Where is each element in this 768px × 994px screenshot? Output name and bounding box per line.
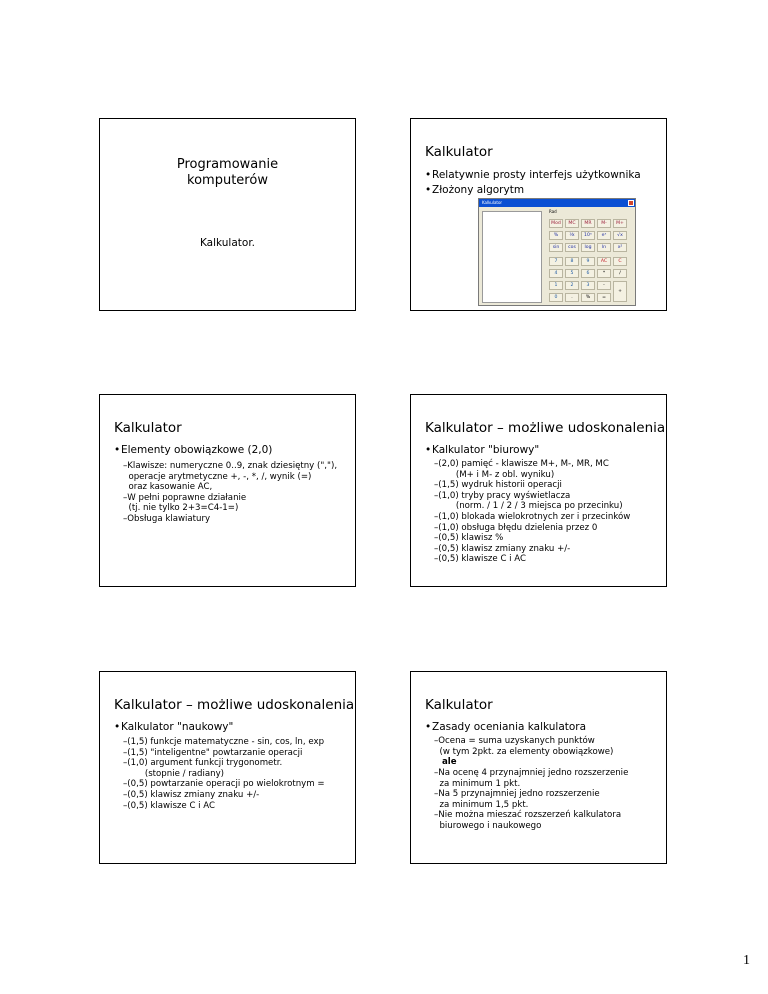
slide-4-title: Kalkulator – możliwe udoskonalenia [425, 420, 666, 436]
slide-2-title: Kalkulator [425, 144, 493, 160]
calc-btn-exp: eˣ [597, 231, 611, 240]
calc-btn-sqrt: √x [613, 231, 627, 240]
calc-btn-4: 4 [549, 269, 563, 278]
calc-btn-1: 1 [549, 281, 563, 290]
page-number: 1 [743, 953, 750, 968]
slide-6-subitems-a: –Ocena = suma uzyskanych punktów (w tym 2pkt. za elementy obowiązkowe) [434, 736, 614, 757]
calc-btn-m-minus: M- [597, 219, 611, 228]
calculator-window-title: Kalkulator [482, 200, 503, 205]
slide-3-title: Kalkulator [114, 420, 182, 436]
close-icon [628, 200, 634, 206]
calc-btn-6: 6 [581, 269, 595, 278]
calc-btn-reciprocal: ⅟x [565, 231, 579, 240]
slide-5-subitems: –(1,5) funkcje matematyczne - sin, cos, ln, exp –(1,5) "inteligentne" powtarzanie operacji –(1,0) argument funkcji trygonometr. (stopnie / radiany) –(0,5) powtarzanie operacji po wielokrotnym = –(0,5) klawisz zmiany znaku +/- –(0,5) klawisze C i AC [123, 737, 325, 811]
calc-btn-percent: % [581, 293, 595, 302]
calc-btn-square: x² [613, 243, 627, 252]
slide-3-bullet: •Elementy obowiązkowe (2,0) [114, 444, 273, 456]
radians-label: Rad [549, 209, 557, 214]
slide-1-subtitle: Kalkulator. [199, 237, 256, 249]
slide-4-bullet: •Kalkulator "biurowy" [425, 444, 540, 456]
slide-2-bullet-2: •Złożony algorytm [425, 184, 525, 196]
slide-5-title: Kalkulator – możliwe udoskonalenia [114, 697, 355, 713]
calculator-display [482, 211, 542, 303]
calc-btn-multiply: * [597, 269, 611, 278]
slide-1-title: Programowanie komputerów [176, 157, 279, 188]
calc-btn-c: C [613, 257, 627, 266]
slide-1 [99, 118, 356, 311]
slide-6-title: Kalkulator [425, 697, 493, 713]
calc-btn-equals: = [597, 293, 611, 302]
calc-btn-9: 9 [581, 257, 595, 266]
calc-btn-percent-fn: % [549, 231, 563, 240]
slide-3 [99, 394, 356, 587]
slide-6-bullet: •Zasady oceniania kalkulatora [425, 721, 587, 733]
slide-6 [410, 671, 667, 864]
calculator-titlebar [479, 199, 635, 207]
slide-6-subitems-b: –Na ocenę 4 przynajmniej jedno rozszerzenie za minimum 1 pkt. –Na 5 przynajmniej jedno rozszerzenie za minimum 1,5 pkt. –Nie można mieszać rozszerzeń kalkulatora biurowego i naukowego [434, 768, 629, 831]
calc-btn-7: 7 [549, 257, 563, 266]
calc-btn-8: 8 [565, 257, 579, 266]
slide-5 [99, 671, 356, 864]
calculator-screenshot [478, 198, 636, 306]
calc-btn-log: log [581, 243, 595, 252]
slide-4-subitems: –(2,0) pamięć - klawisze M+, M-, MR, MC (M+ i M- z obl. wyniku) –(1,5) wydruk historii operacji –(1,0) tryby pracy wyświetlacza (norm. / 1 / 2 / 3 miejsca po przecinku) –(1,0) blokada wielokrotnych zer i przecinków –(1,0) obsługa błędu dzielenia przez 0 –(0,5) klawisz % –(0,5) klawisz zmiany znaku +/- –(0,5) klawisze C i AC [434, 459, 631, 565]
calc-btn-mr: MR [581, 219, 595, 228]
slide-4 [410, 394, 667, 587]
slide-3-subitems: –Klawisze: numeryczne 0..9, znak dziesiętny (","), operacje arytmetyczne +, -, *, /, wynik (=) oraz kasowanie AC, –W pełni poprawne działanie (tj. nie tylko 2+3=C4-1=) –Obsługa klawiatury [123, 461, 338, 524]
calc-btn-m-plus: M+ [613, 219, 627, 228]
calc-btn-pow10: 10ˣ [581, 231, 595, 240]
calc-btn-decimal: . [565, 293, 579, 302]
calc-btn-3: 3 [581, 281, 595, 290]
calc-btn-2: 2 [565, 281, 579, 290]
slide-5-bullet: •Kalkulator "naukowy" [114, 721, 234, 733]
calc-btn-0: 0 [549, 293, 563, 302]
slide-6-bold-ale: ale [442, 757, 457, 767]
slide-2-bullet-1: •Relatywnie prosty interfejs użytkownika [425, 169, 641, 181]
calc-btn-ac: AC [597, 257, 611, 266]
calc-btn-cos: cos [565, 243, 579, 252]
calc-btn-5: 5 [565, 269, 579, 278]
slide-2 [410, 118, 667, 311]
calc-btn-mc: MC [565, 219, 579, 228]
calc-btn-plus: + [613, 281, 627, 302]
calc-btn-sin: sin [549, 243, 563, 252]
calc-btn-divide: / [613, 269, 627, 278]
calc-btn-mod: Mod [549, 219, 563, 228]
calc-btn-minus: - [597, 281, 611, 290]
calc-btn-ln: ln [597, 243, 611, 252]
